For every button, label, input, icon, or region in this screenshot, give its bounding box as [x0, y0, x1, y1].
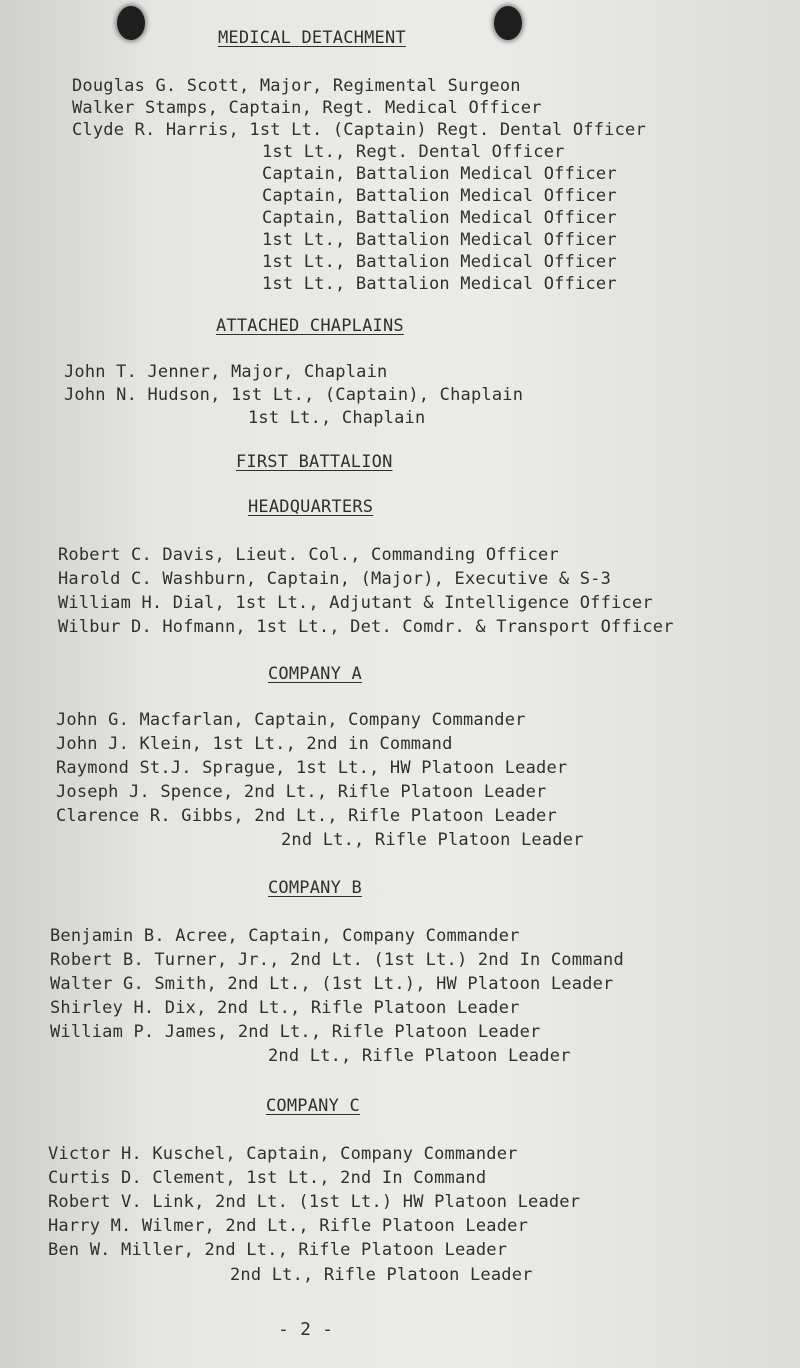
hq-line-3: William H. Dial, 1st Lt., Adjutant & Intelligence Officer [58, 593, 653, 613]
medical-line-10: 1st Lt., Battalion Medical Officer [262, 274, 617, 294]
company-a-line-5: Clarence R. Gibbs, 2nd Lt., Rifle Platoon Leader [56, 806, 557, 826]
company-a-line-6: 2nd Lt., Rifle Platoon Leader [281, 830, 584, 850]
punch-hole-left [117, 6, 145, 40]
medical-line-4: 1st Lt., Regt. Dental Officer [262, 142, 565, 162]
company-a-line-1: John G. Macfarlan, Captain, Company Commander [56, 710, 526, 730]
company-a-heading: COMPANY A [268, 664, 362, 684]
medical-line-1: Douglas G. Scott, Major, Regimental Surgeon [72, 76, 521, 96]
chaplain-line-3: 1st Lt., Chaplain [248, 408, 426, 428]
company-b-line-4: Shirley H. Dix, 2nd Lt., Rifle Platoon Leader [50, 998, 520, 1018]
medical-line-9: 1st Lt., Battalion Medical Officer [262, 252, 617, 272]
hq-line-1: Robert C. Davis, Lieut. Col., Commanding Officer [58, 545, 559, 565]
company-b-line-1: Benjamin B. Acree, Captain, Company Commander [50, 926, 520, 946]
headquarters-heading: HEADQUARTERS [248, 497, 374, 517]
hq-line-2: Harold C. Washburn, Captain, (Major), Executive & S-3 [58, 569, 612, 589]
chaplain-line-2: John N. Hudson, 1st Lt., (Captain), Chaplain [64, 385, 524, 405]
chaplains-heading: ATTACHED CHAPLAINS [216, 316, 404, 336]
medical-line-7: Captain, Battalion Medical Officer [262, 208, 617, 228]
company-c-line-6: 2nd Lt., Rifle Platoon Leader [230, 1265, 533, 1285]
medical-detachment-heading: MEDICAL DETACHMENT [218, 28, 406, 48]
punch-hole-right [494, 6, 522, 40]
medical-line-5: Captain, Battalion Medical Officer [262, 164, 617, 184]
medical-line-2: Walker Stamps, Captain, Regt. Medical Officer [72, 98, 542, 118]
company-b-line-2: Robert B. Turner, Jr., 2nd Lt. (1st Lt.) 2nd In Command [50, 950, 624, 970]
hq-line-4: Wilbur D. Hofmann, 1st Lt., Det. Comdr. & Transport Officer [58, 617, 674, 637]
company-b-line-5: William P. James, 2nd Lt., Rifle Platoon Leader [50, 1022, 541, 1042]
company-c-line-3: Robert V. Link, 2nd Lt. (1st Lt.) HW Platoon Leader [48, 1192, 581, 1212]
medical-line-6: Captain, Battalion Medical Officer [262, 186, 617, 206]
first-battalion-heading: FIRST BATTALION [236, 452, 393, 472]
company-c-line-4: Harry M. Wilmer, 2nd Lt., Rifle Platoon Leader [48, 1216, 529, 1236]
medical-line-3: Clyde R. Harris, 1st Lt. (Captain) Regt. Dental Officer [72, 120, 646, 140]
chaplain-line-1: John T. Jenner, Major, Chaplain [64, 362, 388, 382]
company-c-line-1: Victor H. Kuschel, Captain, Company Commander [48, 1144, 518, 1164]
medical-line-8: 1st Lt., Battalion Medical Officer [262, 230, 617, 250]
company-c-line-5: Ben W. Miller, 2nd Lt., Rifle Platoon Leader [48, 1240, 508, 1260]
company-a-line-4: Joseph J. Spence, 2nd Lt., Rifle Platoon Leader [56, 782, 547, 802]
company-b-heading: COMPANY B [268, 878, 362, 898]
page-number: - 2 - [278, 1319, 334, 1340]
company-b-line-3: Walter G. Smith, 2nd Lt., (1st Lt.), HW Platoon Leader [50, 974, 614, 994]
company-a-line-2: John J. Klein, 1st Lt., 2nd in Command [56, 734, 453, 754]
company-c-line-2: Curtis D. Clement, 1st Lt., 2nd In Command [48, 1168, 487, 1188]
company-c-heading: COMPANY C [266, 1096, 360, 1116]
company-b-line-6: 2nd Lt., Rifle Platoon Leader [268, 1046, 571, 1066]
company-a-line-3: Raymond St.J. Sprague, 1st Lt., HW Platoon Leader [56, 758, 568, 778]
